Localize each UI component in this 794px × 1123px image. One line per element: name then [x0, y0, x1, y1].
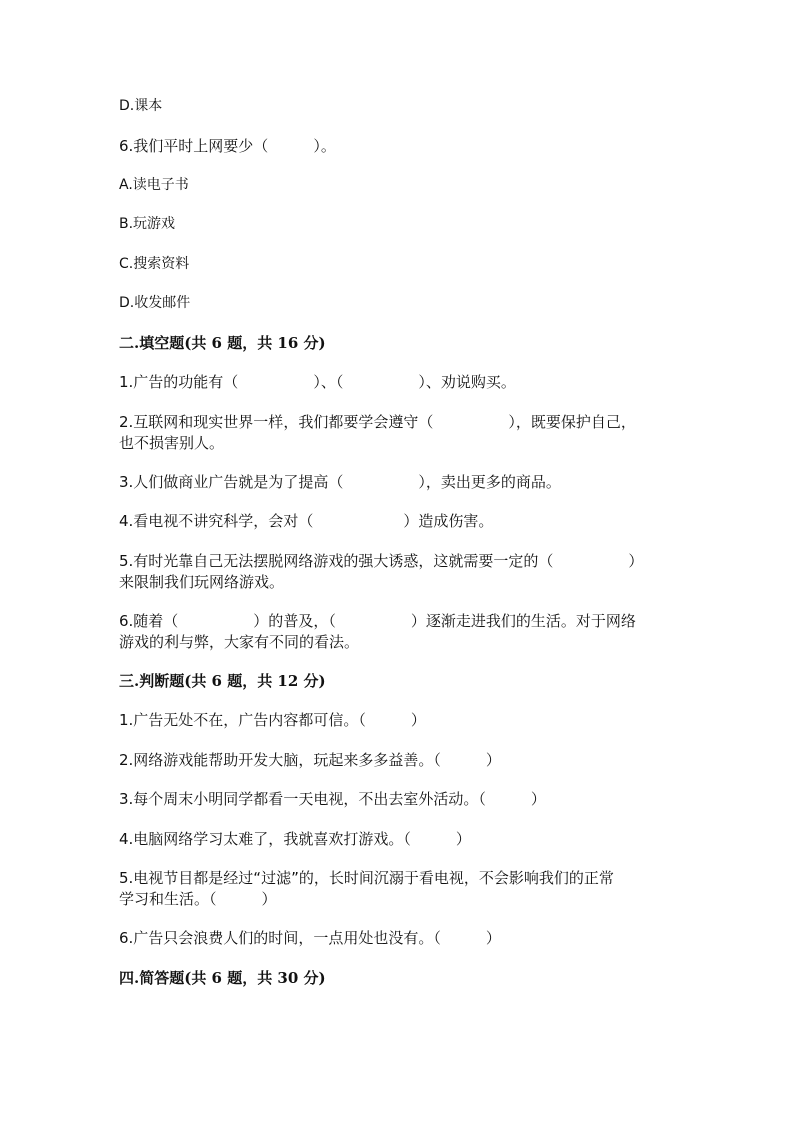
fill-item-6: 6.随着（ ）的普及，（ ）逐渐走进我们的生活。对于网络: [119, 612, 636, 630]
fill-item-6-cont: 游戏的利与弊，大家有不同的看法。: [119, 633, 360, 651]
q6-option-b: B.玩游戏: [119, 216, 176, 232]
fill-item-1: 1.广告的功能有（ ）、（ ）、劝说购买。: [119, 373, 516, 391]
fill-item-5: 5.有时光靠自己无法摆脱网络游戏的强大诱惑，这就需要一定的（ ）: [119, 552, 644, 570]
judge-item-3: 3.每个周末小明同学都看一天电视，不出去室外活动。（ ）: [119, 790, 546, 808]
q6-option-a: A.读电子书: [119, 177, 189, 193]
judge-item-5: 5.电视节目都是经过“过滤”的，长时间沉溺于看电视，不会影响我们的正常: [119, 869, 614, 887]
q6-question: 6.我们平时上网要少（ ）。: [119, 137, 336, 155]
judge-item-6: 6.广告只会浪费人们的时间，一点用处也没有。（ ）: [119, 929, 501, 947]
fill-item-5-cont: 来限制我们玩网络游戏。: [119, 573, 285, 591]
q6-option-c: C.搜索资料: [119, 256, 190, 272]
section2-heading: 二.填空题(共 6 题，共 16 分): [119, 334, 326, 352]
judge-item-5-cont: 学习和生活。（ ）: [119, 890, 277, 908]
section4-heading: 四.简答题(共 6 题，共 30 分): [119, 969, 326, 987]
judge-item-2: 2.网络游戏能帮助开发大脑，玩起来多多益善。（ ）: [119, 751, 501, 769]
q5-option-d: D.课本: [119, 98, 163, 114]
judge-item-1: 1.广告无处不在，广告内容都可信。（ ）: [119, 711, 426, 729]
section3-heading: 三.判断题(共 6 题，共 12 分): [119, 672, 326, 690]
fill-item-2-cont: 也不损害别人。: [119, 434, 225, 452]
fill-item-3: 3.人们做商业广告就是为了提高（ ），卖出更多的商品。: [119, 473, 561, 491]
q6-option-d: D.收发邮件: [119, 295, 191, 311]
fill-item-4: 4.看电视不讲究科学，会对（ ）造成伤害。: [119, 512, 494, 530]
fill-item-2: 2.互联网和现实世界一样，我们都要学会遵守（ ），既要保护自己，: [119, 413, 636, 431]
judge-item-4: 4.电脑网络学习太难了，我就喜欢打游戏。（ ）: [119, 830, 471, 848]
